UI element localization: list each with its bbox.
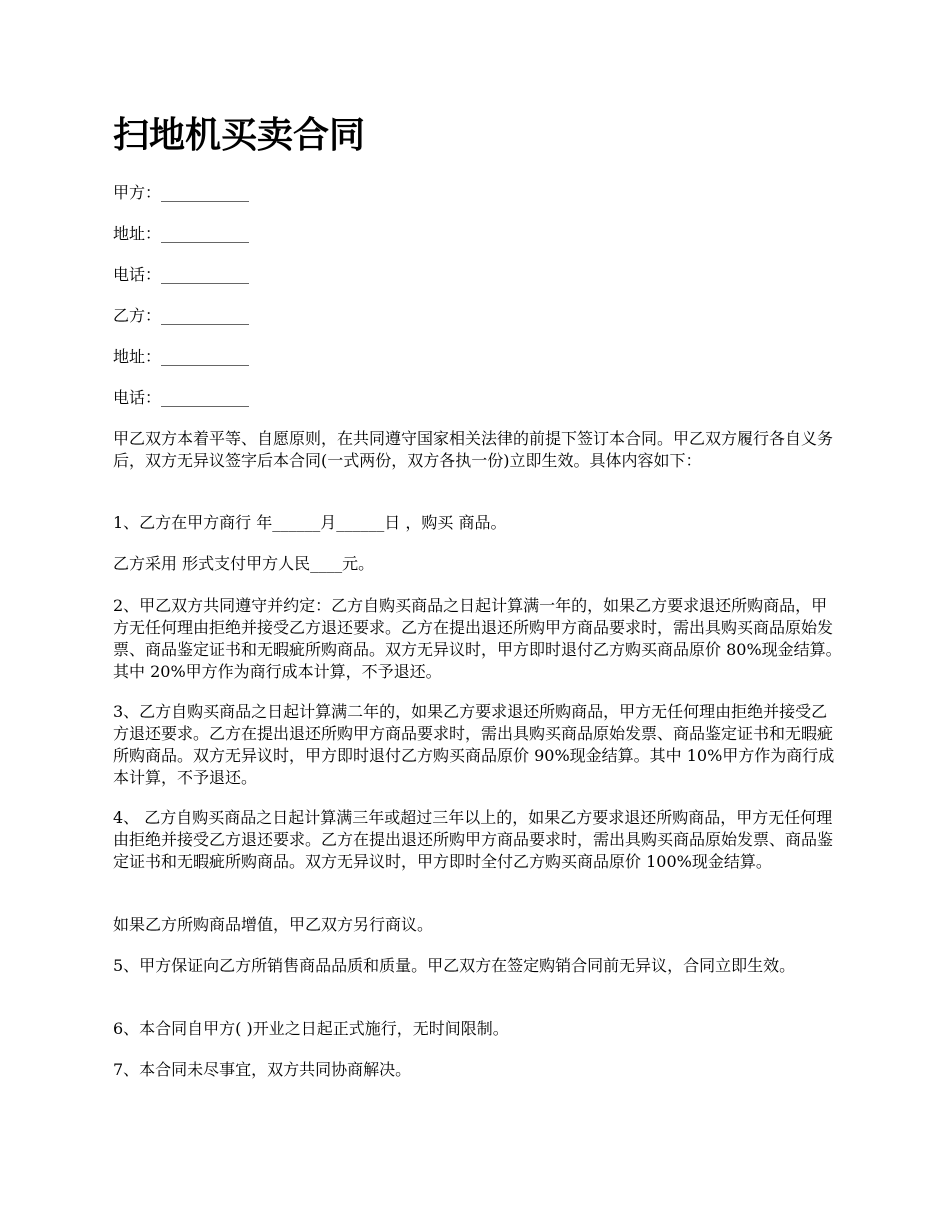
party-a-address-field: 地址：___________	[113, 224, 250, 243]
party-b-address-field: 地址：___________	[113, 347, 250, 366]
party-b-name-field: 乙方：___________	[113, 306, 250, 325]
intro-paragraph: 甲乙双方本着平等、自愿原则，在共同遵守国家相关法律的前提下签订本合同。甲乙双方履行各自义务后，双方无异议签字后本合同(一式两份，双方各执一份)立即生效。具体内容如下：	[113, 429, 834, 470]
party-b-phone-field: 电话：___________	[113, 388, 250, 407]
party-a-phone-field: 电话：___________	[113, 265, 250, 284]
clause-4-paragraph: 4、 乙方自购买商品之日起计算满三年或超过三年以上的，如果乙方要求退还所购商品，甲方无任何理由拒绝并接受乙方退还要求。乙方在提出退还所购甲方商品要求时，需出具购买商品原始发票、商品鉴定证书和无暇疵所购商品。双方无异议时，甲方即时全付乙方购买商品原价 100%现金结算。	[113, 808, 834, 871]
party-a-name-field: 甲方：___________	[113, 183, 250, 202]
clause-3-paragraph: 3、乙方自购买商品之日起计算满二年的，如果乙方要求退还所购商品，甲方无任何理由拒绝并接受乙方退还要求。乙方在提出退还所购甲方商品要求时，需出具购买商品原始发票、商品鉴定证书和无暇疵所购商品。双方无异议时，甲方即时退付乙方购买商品原价 90%现金结算。其中 10%甲方作为商行成本计算，不予退还。	[113, 702, 835, 787]
clause-5-paragraph: 5、甲方保证向乙方所销售商品品质和质量。甲乙双方在签定购销合同前无异议，合同立即生效。	[113, 956, 796, 975]
document-title: 扫地机买卖合同	[113, 115, 366, 156]
clause-1-paragraph: 1、乙方在甲方商行 年______月______日 ，购买 商品。	[113, 513, 507, 532]
appreciation-paragraph: 如果乙方所购商品增值，甲乙双方另行商议。	[113, 915, 434, 934]
clause-7-paragraph: 7、本合同未尽事宜，双方共同协商解决。	[113, 1060, 412, 1079]
payment-paragraph: 乙方采用 形式支付甲方人民____元。	[113, 554, 375, 573]
clause-2-paragraph: 2、甲乙双方共同遵守并约定：乙方自购买商品之日起计算满一年的，如果乙方要求退还所购商品，甲方无任何理由拒绝并接受乙方退还要求。乙方在提出退还所购甲方商品要求时，需出具购买商品原始发票、商品鉴定证书和无暇疵所购商品。双方无异议时，甲方即时退付乙方购买商品原价 80%现金结算。其中 20%甲方作为商行成本计算，不予退还。	[113, 596, 842, 681]
clause-6-paragraph: 6、本合同自甲方( )开业之日起正式施行，无时间限制。	[113, 1019, 509, 1038]
